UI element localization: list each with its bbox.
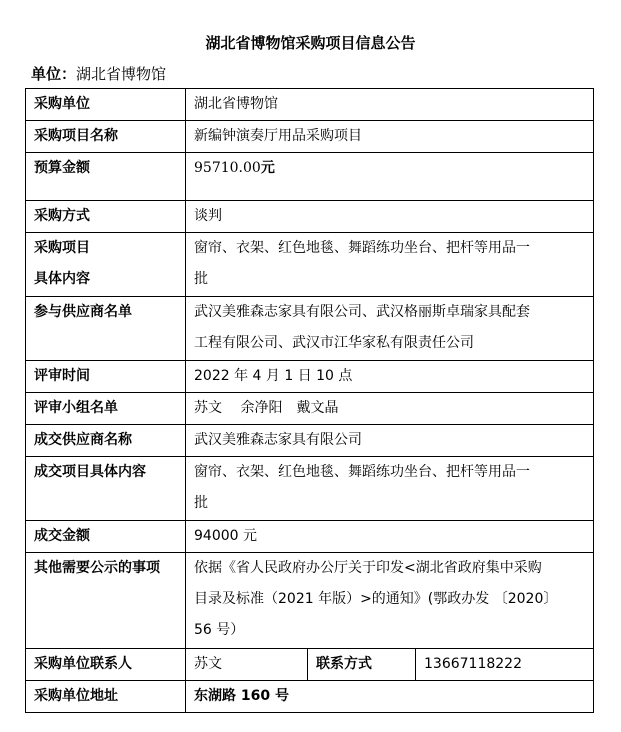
other-value-line: 目录及标准（2021 年版）>的通知》(鄂政办发 〔2020〕: [194, 591, 558, 607]
deal-content-label: 成交项目具体内容: [26, 457, 186, 521]
purchaser-value: 湖北省博物馆: [186, 89, 594, 121]
other-label: 其他需要公示的事项: [26, 553, 186, 649]
phone-value: 13667118222: [416, 649, 594, 681]
review-time-label: 评审时间: [26, 361, 186, 393]
content-label-line: 具体内容: [34, 271, 90, 287]
table-row: [26, 553, 594, 649]
suppliers-value: [186, 297, 594, 361]
deal-content-value: [186, 457, 594, 521]
unit-value: 湖北省博物馆: [76, 65, 167, 83]
address-value: 东湖路 160 号: [186, 681, 594, 713]
table-row: [26, 121, 594, 153]
content-value-line: 批: [194, 271, 208, 287]
address-label: 采购单位地址: [26, 681, 186, 713]
table-row: [26, 521, 594, 553]
other-value: [186, 553, 594, 649]
budget-value: 95710.00: [194, 160, 261, 176]
unit-line: [31, 63, 166, 84]
method-value: 谈判: [186, 201, 594, 233]
suppliers-label: 参与供应商名单: [26, 297, 186, 361]
unit-label: 单位：: [31, 65, 77, 83]
content-value-line: 窗帘、衣架、红色地毯、舞蹈练功坐台、把杆等用品一: [194, 240, 530, 256]
suppliers-value-line: 武汉美雅森志家具有限公司、武汉格丽斯卓瑞家具配套: [194, 304, 530, 320]
other-value-line: 依据《省人民政府办公厅关于印发<湖北省政府集中采购: [194, 560, 542, 576]
content-label-line: 采购项目: [34, 240, 90, 256]
content-label: [26, 233, 186, 297]
phone-label: 联系方式: [308, 649, 416, 681]
project-name-label: 采购项目名称: [26, 121, 186, 153]
winner-value: 武汉美雅森志家具有限公司: [186, 425, 594, 457]
deal-amount-value: 94000 元: [186, 521, 594, 553]
table-row: [26, 297, 594, 361]
budget-label: 预算金额: [26, 153, 186, 201]
panel-value: 苏文 余净阳 戴文晶: [186, 393, 594, 425]
purchaser-label: 采购单位: [26, 89, 186, 121]
panel-label: 评审小组名单: [26, 393, 186, 425]
method-label: 采购方式: [26, 201, 186, 233]
page-title: 湖北省博物馆采购项目信息公告: [205, 34, 416, 52]
project-name-value: 新编钟演奏厅用品采购项目: [186, 121, 594, 153]
info-table: [25, 88, 594, 713]
table-row: [26, 393, 594, 425]
table-row: [26, 361, 594, 393]
deal-content-line: 窗帘、衣架、红色地毯、舞蹈练功坐台、把杆等用品一: [194, 464, 530, 480]
table-row: [26, 649, 594, 681]
budget-value-cell: [186, 153, 594, 201]
table-row: [26, 89, 594, 121]
deal-content-line: 批: [194, 495, 208, 511]
suppliers-value-line: 工程有限公司、武汉市江华家私有限责任公司: [194, 335, 474, 351]
table-row: [26, 457, 594, 521]
table-row: [26, 233, 594, 297]
table-row: [26, 425, 594, 457]
content-value: [186, 233, 594, 297]
review-time-value: 2022 年 4 月 1 日 10 点: [186, 361, 594, 393]
table-row: [26, 153, 594, 201]
contact-value: 苏文: [186, 649, 308, 681]
table-row: [26, 681, 594, 713]
other-value-line: 56 号）: [194, 622, 245, 638]
contact-label: 采购单位联系人: [26, 649, 186, 681]
budget-unit: 元: [260, 160, 275, 176]
winner-label: 成交供应商名称: [26, 425, 186, 457]
table-row: [26, 201, 594, 233]
deal-amount-label: 成交金额: [26, 521, 186, 553]
